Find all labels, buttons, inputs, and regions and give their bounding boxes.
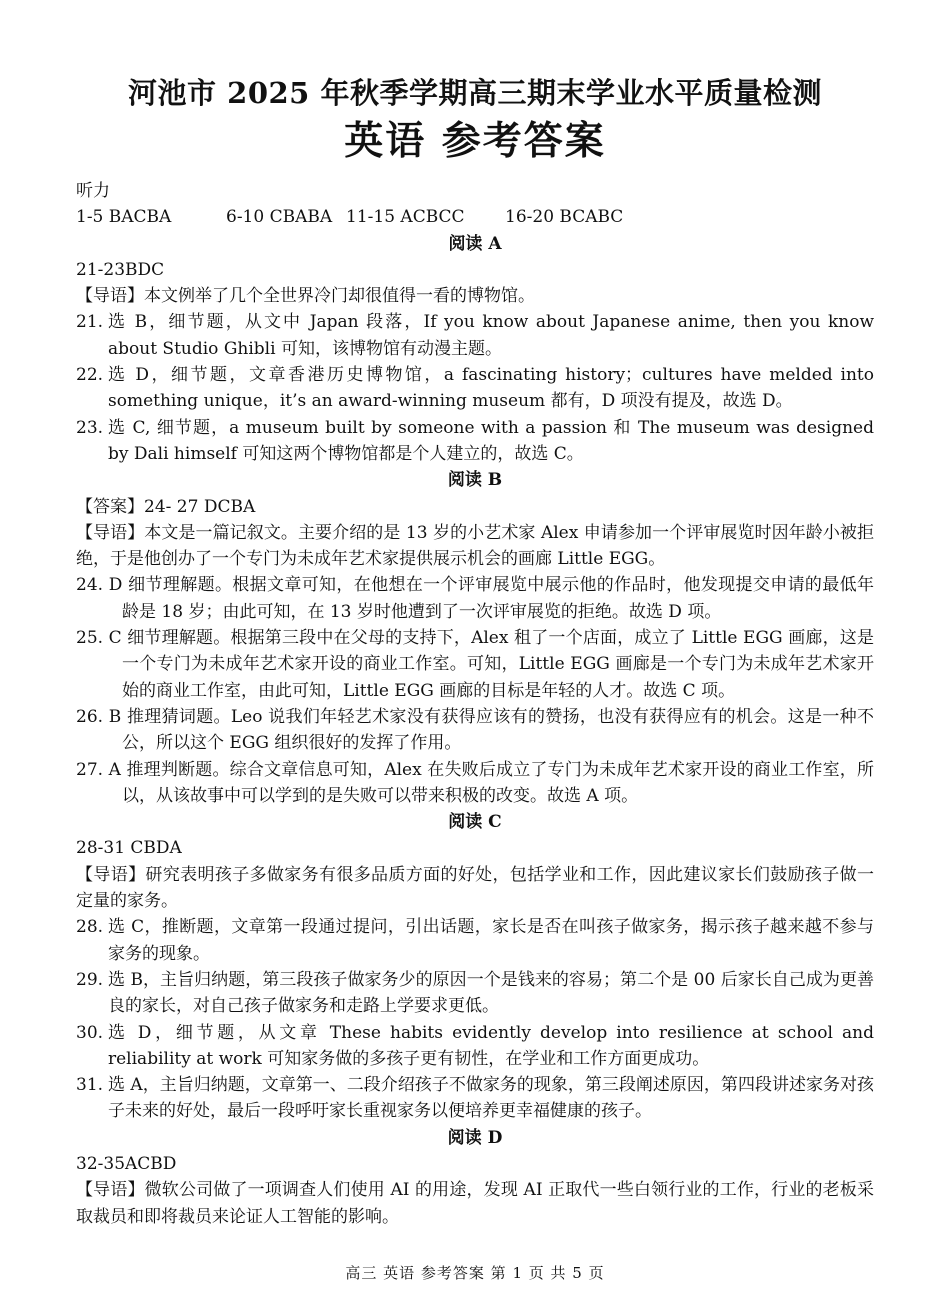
question-number: 31. (76, 1075, 104, 1096)
answer-explanation (76, 914, 874, 967)
listening-group: 6-10 CBABA (226, 207, 333, 228)
answer-key: 【答案】24- 27 DCBA (76, 496, 256, 517)
question-number: 21. (76, 312, 104, 333)
section-heading-reading-c: 阅读 C (448, 812, 502, 833)
explanation-text: 选 A，主旨归纳题，文章第一、二段介绍孩子不做家务的现象，第三段阐述原因，第四段讲述家务对孩子未来的好处，最后一段呼吁家长重视家务以便培养更幸福健康的孩子。 (108, 1075, 874, 1122)
answer-key: 32-35ACBD (76, 1153, 177, 1174)
question-number: 28. (76, 917, 104, 938)
answer-explanation (76, 362, 874, 415)
question-number: 30. (76, 1022, 104, 1043)
answer-explanation: 25. C 细节理解题。根据第三段中在父母的支持下，Alex 租了一个店面，成立了 Little EGG 画廊，这是一个专门为未成年艺术家开设的商业工作室。可知，Little EGG 画廊是一个专门为未成年艺术家开始的商业工作室，由此可知，Little EGG 画廊的目标是年轻的人才。故选 C 项。 (76, 628, 874, 701)
listening-group: 16-20 BCABC (505, 207, 624, 228)
answer-explanation (76, 415, 874, 468)
answer-explanation: 27. A 推理判断题。综合文章信息可知，Alex 在失败后成立了专门为未成年艺术家开设的商业工作室，所以，从该故事中可以学到的是失败可以带来积极的改变。故选 A 项。 (76, 759, 874, 806)
listening-answers (76, 204, 874, 230)
explanation-text: 选 D，细节题，从文章 These habits evidently develop into resilience at school and reliability at work 可知家务做的多孩子更有韧性，在学业和工作方面更成功。 (108, 1022, 874, 1069)
listening-label: 听力 (76, 181, 110, 201)
intro-paragraph: 【导语】研究表明孩子多做家务有很多品质方面的好处，包括学业和工作，因此建议家长们鼓励孩子做一定量的家务。 (76, 864, 874, 912)
document-title: 河池市 2025 年秋季学期高三期末学业水平质量检测 (128, 76, 822, 110)
answer-key: 28-31 CBDA (76, 838, 182, 859)
listening-group: 11-15 ACBCC (346, 207, 465, 228)
page-footer: 高三 英语 参考答案 第 1 页 共 5 页 (345, 1264, 605, 1282)
answer-explanation (76, 1020, 874, 1073)
intro-paragraph: 【导语】本文是一篇记叙文。主要介绍的是 13 岁的小艺术家 Alex 申请参加一个评审展览时因年龄小被拒绝，于是他创办了一个专门为未成年艺术家提供展示机会的画廊 Little EGG。 (76, 522, 874, 570)
answer-explanation: 26. B 推理猜词题。Leo 说我们年轻艺术家没有获得应该有的赞扬，也没有获得应有的机会。这是一种不公，所以这个 EGG 组织很好的发挥了作用。 (76, 706, 874, 754)
answer-explanation: 24. D 细节理解题。根据文章可知，在他想在一个评审展览中展示他的作品时，他发现提交申请的最低年龄是 18 岁；由此可知，在 13 岁时他遭到了一次评审展览的拒绝。故选 D 项。 (76, 575, 874, 622)
answer-key: 21-23BDC (76, 259, 165, 280)
intro-paragraph: 【导语】本文例举了几个全世界冷门却很值得一看的博物馆。 (76, 286, 535, 307)
section-heading-reading-b: 阅读 B (447, 470, 503, 491)
explanation-text: 选 C, 细节题，a museum built by someone with a passion 和 The museum was designed by Dali himself 可知这两个博物馆都是个人建立的，故选 C。 (108, 417, 874, 464)
explanation-text: 选 B，主旨归纳题，第三段孩子做家务少的原因一个是钱来的容易；第二个是 00 后家长自己成为更善良的家长，对自己孩子做家务和走路上学要求更低。 (108, 969, 874, 1017)
section-heading-reading-d: 阅读 D (447, 1127, 503, 1148)
question-number: 22. (76, 365, 104, 386)
section-heading-reading-a: 阅读 A (448, 233, 502, 254)
intro-paragraph: 【导语】微软公司做了一项调查人们使用 AI 的用途，发现 AI 正取代一些白领行业的工作，行业的老板采取裁员和即将裁员来论证人工智能的影响。 (76, 1180, 874, 1227)
explanation-text: 选 B，细节题，从文中 Japan 段落，If you know about Japanese anime, then you know about Studio Ghibli 可知，该博物馆有动漫主题。 (108, 312, 874, 359)
explanation-text: 选 C，推断题，文章第一段通过提问，引出话题，家长是否在叫孩子做家务，揭示孩子越来越不参与家务的现象。 (108, 917, 874, 964)
question-number: 29. (76, 969, 104, 990)
answer-explanation (76, 1072, 874, 1125)
listening-group: 1-5 BACBA (76, 207, 172, 228)
answer-explanation (76, 967, 874, 1020)
answer-explanation (76, 309, 874, 362)
question-number: 23. (76, 417, 104, 438)
document-subtitle: 英语 参考答案 (344, 118, 606, 164)
explanation-text: 选 D，细节题，文章香港历史博物馆，a fascinating history；cultures have melded into something unique，it’s an award-winning museum 都有，D 项没有提及，故选 D。 (108, 365, 874, 412)
